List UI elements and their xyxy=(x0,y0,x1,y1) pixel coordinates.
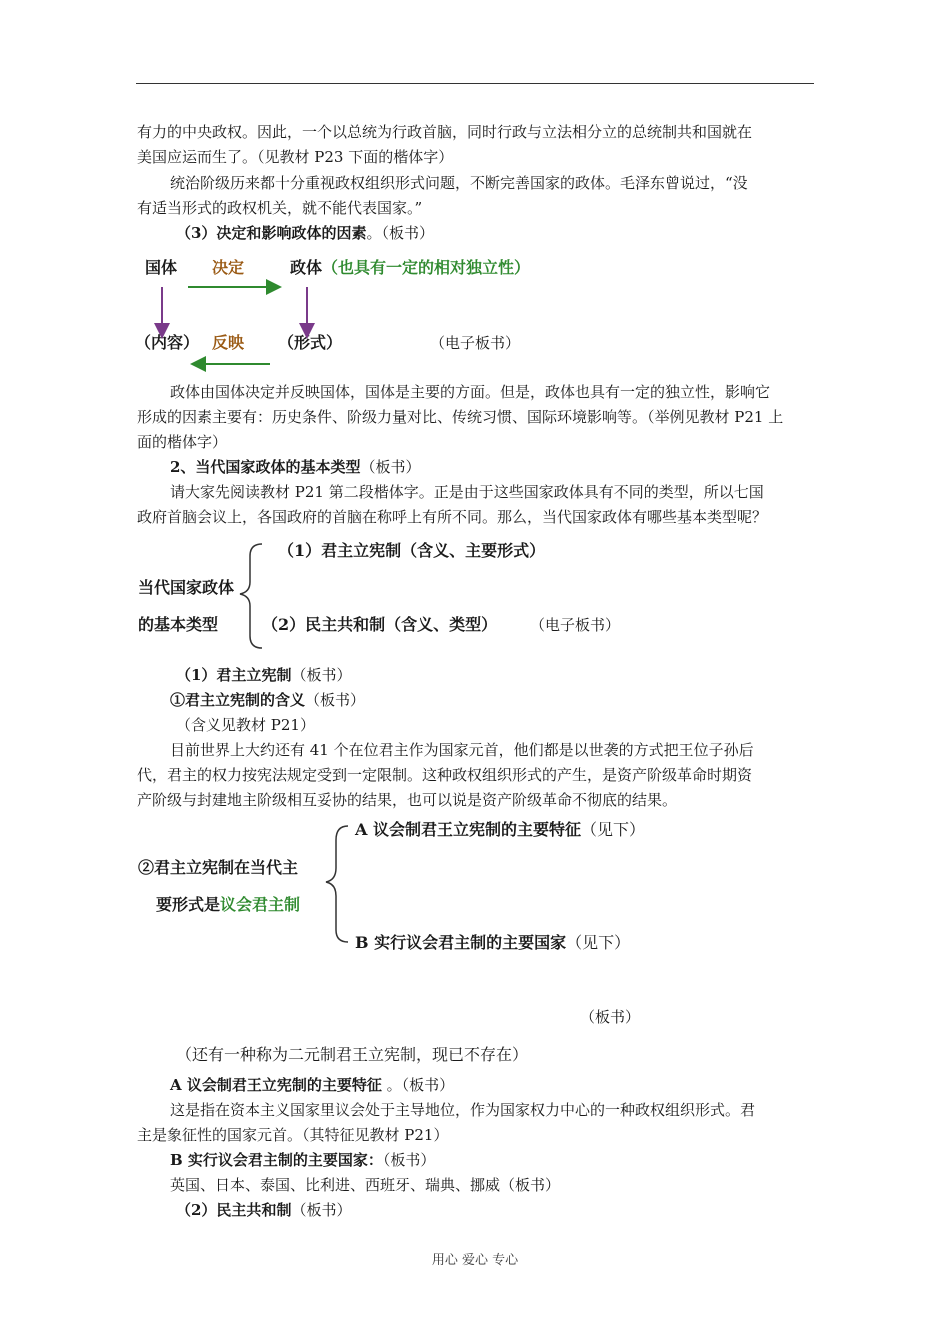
diagram-board-note: （电子板书） xyxy=(430,334,521,352)
heading-note: （板书） xyxy=(291,1201,352,1219)
paragraph-line: 统治阶级历来都十分重视政权组织形式问题，不断完善国家的政体。毛泽东曾说过，“没 xyxy=(170,174,748,192)
diagram-label-neirong: （内容） xyxy=(135,333,200,352)
paragraph-line: 请大家先阅读教材 P21 第二段楷体字。正是由于这些国家政体具有不同的类型，所以七国 xyxy=(170,483,764,501)
diagram-label-xingshi: （形式） xyxy=(278,333,343,352)
heading-text: A 议会制君王立宪制的主要特征 xyxy=(170,1076,382,1094)
diagram3-item-b-text: B 实行议会君主制的主要国家 xyxy=(355,933,567,952)
heading-text: （2）民主共和制 xyxy=(176,1201,292,1219)
heading-note: （板书） xyxy=(382,1151,436,1169)
paragraph-line: （含义见教材 P21） xyxy=(176,716,315,734)
paragraph-line: 英国、日本、泰国、比利进、西班牙、瑞典、挪威（板书） xyxy=(170,1176,561,1194)
diagram2-item-monarchy: （1）君主立宪制（含义、主要形式） xyxy=(278,541,546,560)
diagram3-left-text: 要形式是 xyxy=(156,895,221,914)
paragraph-line: 政府首脑会议上，各国政府的首脑在称呼上有所不同。那么，当代国家政体有哪些基本类型呢？ xyxy=(137,508,768,526)
diagram3-left-label: ②君主立宪制在当代主 xyxy=(138,858,299,877)
diagram3-left-highlight: 议会君主制 xyxy=(220,895,301,914)
paragraph-line: 目前世界上大约还有 41 个在位君主作为国家元首，他们都是以世袭的方式把王位子孙后 xyxy=(170,741,754,759)
diagram3-board-note: （板书） xyxy=(580,1008,641,1026)
diagram2-left-label: 的基本类型 xyxy=(138,615,219,634)
paragraph-line: 主是象征性的国家元首。（其特征见教材 P21） xyxy=(137,1126,449,1144)
diagram-label-note: （也具有一定的相对独立性） xyxy=(322,258,531,277)
paragraph-line: 产阶级与封建地主阶级相互妥协的结果，也可以说是资产阶级革命不彻底的结果。 xyxy=(137,791,678,809)
paragraph-line: 代，君主的权力按宪法规定受到一定限制。这种政权组织形式的产生，是资产阶级革命时期资 xyxy=(137,766,753,784)
heading-note: （板书） xyxy=(305,691,366,709)
section-heading xyxy=(170,1150,435,1170)
heading-text: B 实行议会君主制的主要国家： xyxy=(170,1151,383,1169)
paragraph-line: 政体由国体决定并反映国体，国体是主要的方面。但是，政体也具有一定的独立性，影响它 xyxy=(170,383,771,401)
diagram-label-zhengti: 政体 xyxy=(290,258,323,277)
paragraph-line: 有适当形式的政权机关，就不能代表国家。” xyxy=(137,199,423,217)
diagram-label-guoti: 国体 xyxy=(145,258,178,277)
page-footer: 用心 爱心 专心 xyxy=(431,1253,519,1268)
heading-text: 2、当代国家政体的基本类型 xyxy=(170,458,361,476)
section-heading xyxy=(176,1200,351,1220)
diagram3-item-a-text: A 议会制君王立宪制的主要特征 xyxy=(355,820,581,839)
diagram3-item-b-note: （见下） xyxy=(566,933,631,952)
paragraph-line: 形成的因素主要有：历史条件、阶级力量对比、传统习惯、国际环境影响等。（举例见教材 P21 上 xyxy=(137,408,784,426)
diagram2-item-republic: （2）民主共和制（含义、类型） xyxy=(262,615,498,634)
paragraph-line: 有力的中央政权。因此，一个以总统为行政首脑，同时行政与立法相分立的总统制共和国就在 xyxy=(137,123,753,141)
heading-note: 。（板书） xyxy=(366,224,434,242)
heading-note: 。（板书） xyxy=(381,1076,455,1094)
paragraph-line: （还有一种称为二元制君王立宪制，现已不存在） xyxy=(176,1045,529,1064)
heading-note: （板书） xyxy=(360,458,421,476)
paragraph-line: 面的楷体字） xyxy=(137,433,228,451)
diagram2-board-note: （电子板书） xyxy=(530,616,621,634)
heading-text: ①君主立宪制的含义 xyxy=(170,691,306,709)
paragraph-line: 这是指在资本主义国家里议会处于主导地位，作为国家权力中心的一种政权组织形式。君 xyxy=(170,1101,756,1119)
diagram3-item-a-note: （见下） xyxy=(581,820,646,839)
diagram-label-fanying: 反映 xyxy=(212,333,245,352)
heading-note: （板书） xyxy=(291,666,352,684)
diagram2-left-label: 当代国家政体 xyxy=(138,578,235,597)
paragraph-line: 美国应运而生了。（见教材 P23 下面的楷体字） xyxy=(137,148,454,166)
heading-text: （3）决定和影响政体的因素 xyxy=(176,224,367,242)
diagram-label-jueding: 决定 xyxy=(212,258,245,277)
heading-text: （1）君主立宪制 xyxy=(176,666,292,684)
section-heading xyxy=(170,1075,454,1095)
